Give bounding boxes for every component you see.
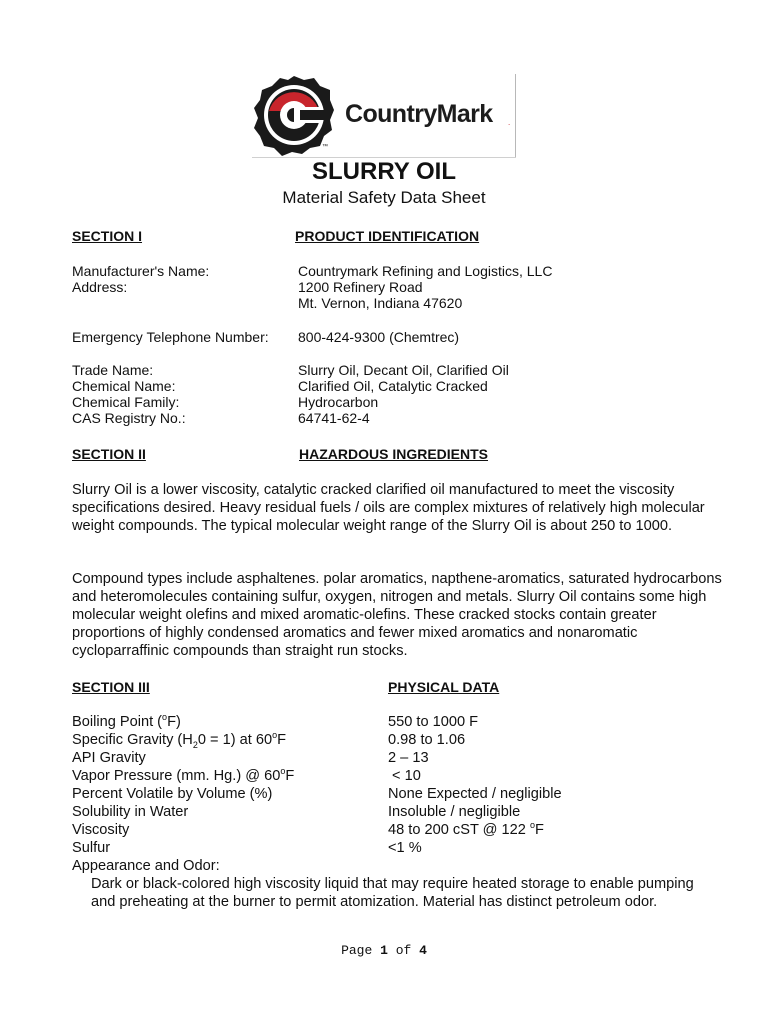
percent-volatile-label: Percent Volatile by Volume (%) [72,786,273,802]
page-footer: Page 1 of 4 [341,943,427,958]
vapor-pressure-label: Vapor Pressure (mm. Hg.) @ 60$^o$F [72,766,295,784]
percent-volatile-value: None Expected / negligible [388,786,562,802]
trade-name-value: Slurry Oil, Decant Oil, Clarified Oil [298,362,509,378]
logo-divider [515,74,516,158]
cas-value: 64741-62-4 [298,410,370,426]
section2-heading: HAZARDOUS INGREDIENTS [299,446,489,462]
document-subtitle: Material Safety Data Sheet [282,188,486,207]
solubility-value: Insoluble / negligible [388,804,521,820]
emergency-phone-label: Emergency Telephone Number: [72,329,269,345]
page-total: 4 [419,943,427,958]
specific-gravity-value: 0.98 to 1.06 [388,732,466,748]
chemical-name-value: Clarified Oil, Catalytic Cracked [298,378,488,394]
chemical-family-value: Hydrocarbon [298,394,379,410]
sulfur-label: Sulfur [72,840,111,856]
registered-mark: . [508,118,511,127]
section1-label: SECTION I [72,228,143,244]
trade-name-label: Trade Name: [72,362,154,378]
manufacturer-label: Manufacturer's Name: [72,263,210,279]
viscosity-value: 48 to 200 cST @ 122 $^o$F [388,820,544,838]
boiling-point-value: 550 to 1000 F [388,714,479,730]
address-line1: 1200 Refinery Road [298,279,423,295]
section2-paragraph-2: Compound types include asphaltenes. polar aromatics, napthene-aromatics, saturated hydrocarbons and heteromolecules containing sulfur, oxygen, nitrogen and metals. Slurry Oil contains some high molecular weight olefins and mixed aromatic-olefins. These cracked stocks contain greater proportions of highly condensed aromatics and fewer mixed aromatics and nonaromatic cycloparraffinic compounds than straight run stocks. [72,571,722,659]
cas-label: CAS Registry No.: [72,410,186,426]
appearance-text: Dark or black-colored high viscosity liquid that may require heated storage to enable pumping and preheating at the burner to permit atomization. Material has distinct petroleum odor. [91,876,694,910]
section2-paragraph-1: Slurry Oil is a lower viscosity, catalytic cracked clarified oil manufactured to meet the viscosity specifications desired. Heavy residual fuels / oils are complex mixtures of relatively high molecular weight compounds. The typical molecular weight range of the Slurry Oil is about 250 to 1000. [72,482,705,534]
specific-gravity-label: Specific Gravity $(H_20 = 1)$ at 60$^o$F [72,730,287,750]
emergency-phone-value: 800-424-9300 (Chemtrec) [298,329,460,345]
api-gravity-value: 2 – 13 [388,750,429,766]
vapor-pressure-value: < 10 [388,768,421,784]
logo-wordmark: CountryMark [345,100,493,128]
api-gravity-label: API Gravity [72,750,146,766]
appearance-label: Appearance and Odor: [72,858,220,874]
sulfur-value: <1 % [388,840,422,856]
trademark-mark: ™ [322,144,328,150]
chemical-family-label: Chemical Family: [72,394,180,410]
countrymark-logo [252,74,516,158]
solubility-label: Solubility in Water [72,804,189,820]
manufacturer-value: Countrymark Refining and Logistics, LLC [298,263,553,279]
section3-heading: PHYSICAL DATA [388,679,500,695]
document-title: SLURRY OIL [311,158,456,185]
boiling-point-label: Boiling Point ($^o$F) [72,712,181,730]
chemical-name-label: Chemical Name: [72,378,176,394]
address-line2: Mt. Vernon, Indiana 47620 [298,295,463,311]
section2-label: SECTION II [72,446,146,462]
section1-heading: PRODUCT IDENTIFICATION [295,228,480,244]
viscosity-label: Viscosity [72,822,130,838]
page-number: 1 [380,943,388,958]
address-label: Address: [72,279,128,295]
section3-label: SECTION III [72,679,150,695]
